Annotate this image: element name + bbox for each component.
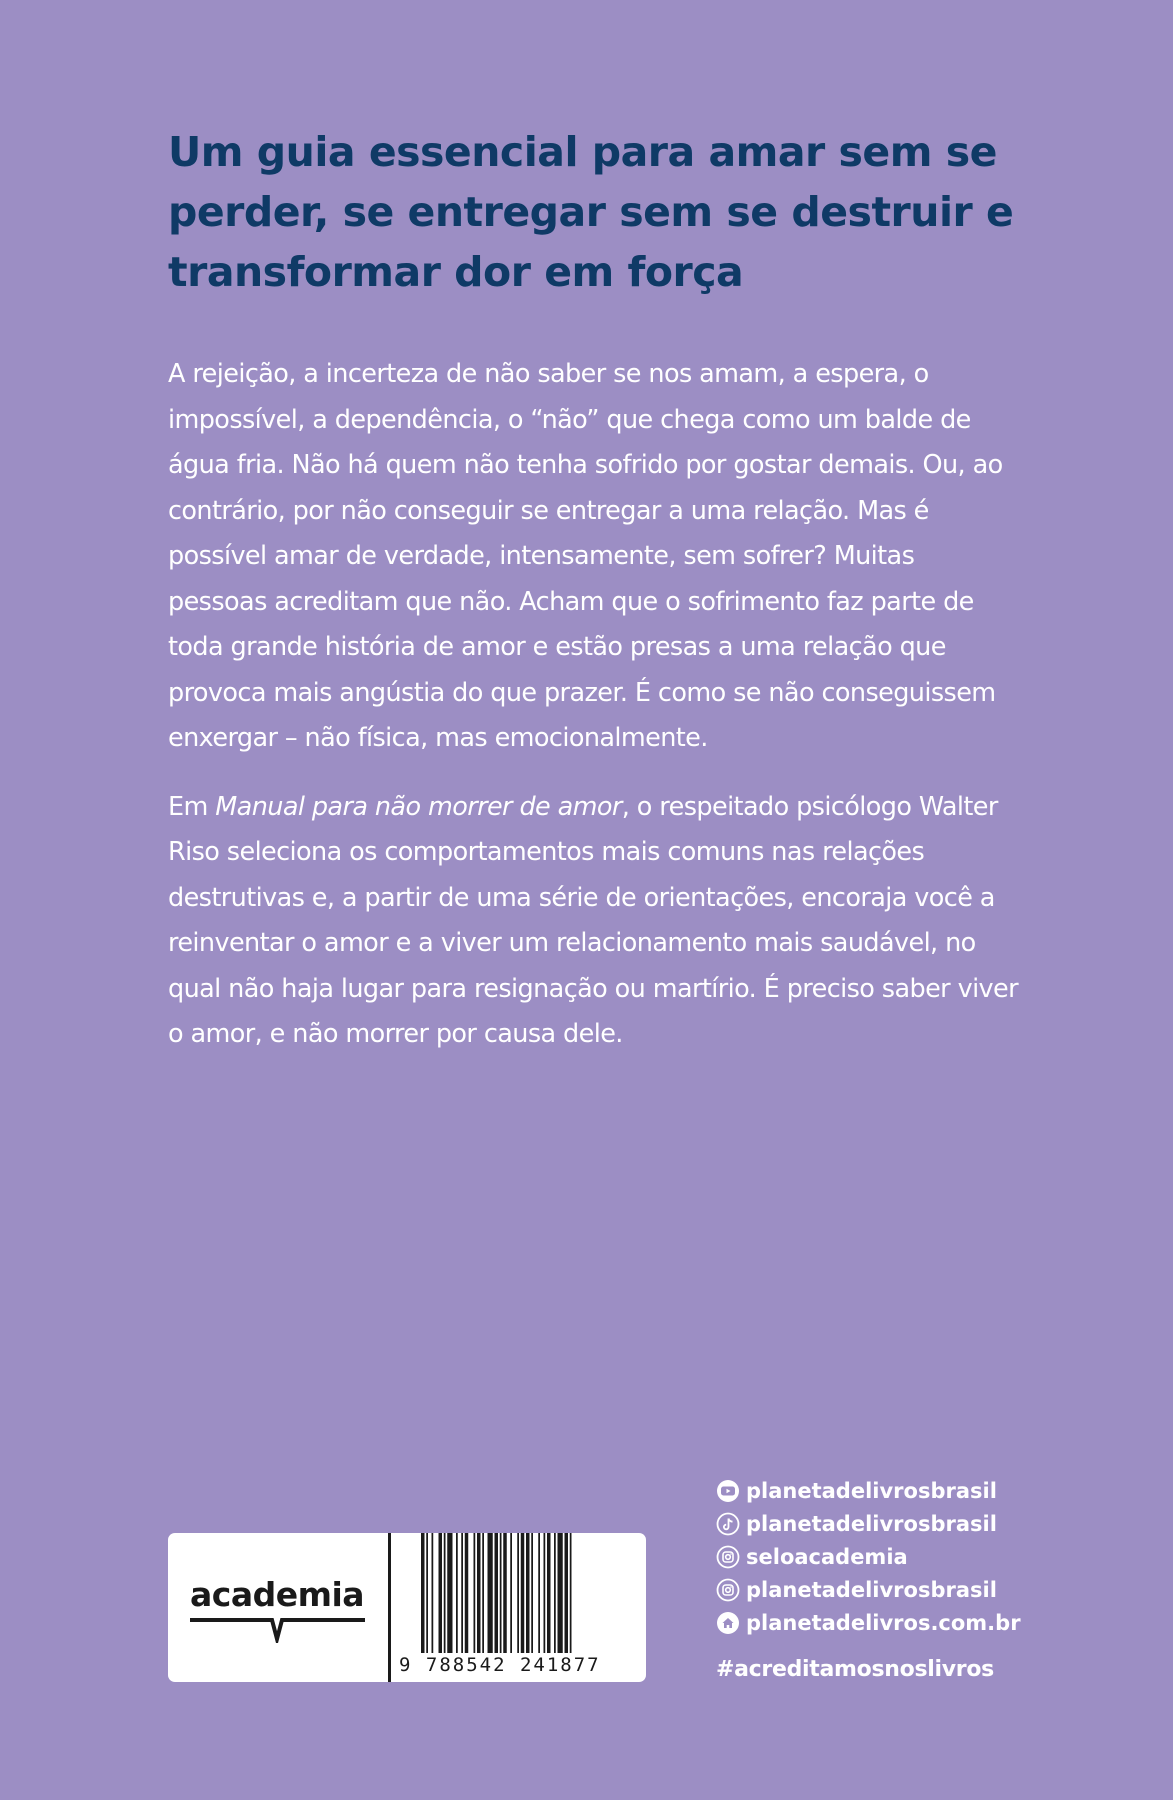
social-item-youtube[interactable] bbox=[716, 1474, 1021, 1507]
barcode-bar bbox=[544, 1533, 546, 1653]
barcode-bar bbox=[447, 1533, 452, 1653]
barcode-bar bbox=[570, 1533, 572, 1653]
publisher-barcode-panel bbox=[168, 1533, 646, 1682]
social-handle: planetadelivros.com.br bbox=[746, 1610, 1021, 1635]
barcode-bar bbox=[439, 1533, 443, 1653]
barcode-bar bbox=[531, 1533, 533, 1653]
barcode-bar bbox=[565, 1533, 569, 1653]
social-item-instagram-selo[interactable] bbox=[716, 1540, 1021, 1573]
synopsis-paragraph-1: A rejeição, a incerteza de não saber se nos amam, a espera, o impossível, a dependência, o “não” que chega como um balde de água fria. Não há quem não tenha sofrido por gostar demais. Ou, ao contrário, por não conseguir se entregar a uma relação. Mas é possível amar de verdade, intensamente, sem sofrer? Muitas pessoas acreditam que não. Acham que o sofrimento faz parte de toda grande história de amor e estão presas a uma relação que provoca mais angústia do que prazer. É como se não conseguissem enxergar – não física, mas emocionalmente. bbox=[168, 359, 1003, 753]
publisher-logo-text: academia bbox=[190, 1575, 365, 1614]
headline: Um guia essencial para amar sem se perder, se entregar sem se destruir e transformar dor em força bbox=[168, 128, 1014, 296]
paragraph-2-rest: , o respeitado psicólogo Walter Riso seleciona os comportamentos mais comuns nas relações destrutivas e, a partir de uma série de orientações, encoraja você a reinventar o amor e a viver um relacionamento mais saudável, no qual não haja lugar para resignação ou martírio. É preciso saber viver o amor, e não morrer por causa dele. bbox=[168, 791, 1019, 1049]
barcode-bar bbox=[558, 1533, 563, 1653]
barcode-bar bbox=[503, 1533, 507, 1653]
social-item-tiktok[interactable] bbox=[716, 1507, 1021, 1540]
barcode-bar bbox=[456, 1533, 458, 1653]
barcode-bar bbox=[526, 1533, 530, 1653]
barcode-bar bbox=[488, 1533, 493, 1653]
barcode-bar bbox=[521, 1533, 525, 1653]
home-icon bbox=[716, 1611, 740, 1635]
barcode-bar bbox=[482, 1533, 484, 1653]
instagram-icon bbox=[716, 1545, 740, 1569]
barcode-bar bbox=[538, 1533, 540, 1653]
barcode-bar bbox=[421, 1533, 425, 1653]
barcode-bar bbox=[500, 1533, 502, 1653]
barcode-bar bbox=[510, 1533, 512, 1653]
social-item-instagram-planeta[interactable] bbox=[716, 1573, 1021, 1606]
open-book-icon bbox=[190, 1617, 365, 1643]
social-item-website[interactable] bbox=[716, 1606, 1021, 1639]
barcode-bar bbox=[474, 1533, 476, 1653]
book-title: Manual para não morrer de amor bbox=[215, 791, 622, 822]
social-links bbox=[716, 1474, 1021, 1639]
isbn-number: 9 788542 241877 bbox=[399, 1654, 601, 1676]
social-handle: planetadelivrosbrasil bbox=[746, 1478, 997, 1503]
hashtag: #acreditamosnoslivros bbox=[716, 1657, 994, 1682]
barcode-bar bbox=[444, 1533, 446, 1653]
social-handle: planetadelivrosbrasil bbox=[746, 1511, 997, 1536]
social-handle: planetadelivrosbrasil bbox=[746, 1577, 997, 1602]
synopsis bbox=[168, 352, 1018, 1081]
youtube-icon bbox=[716, 1479, 740, 1503]
barcode-bar bbox=[426, 1533, 428, 1653]
instagram-icon bbox=[716, 1578, 740, 1602]
barcode-bar bbox=[554, 1533, 556, 1653]
barcode-bar bbox=[495, 1533, 499, 1653]
barcode-bar bbox=[547, 1533, 551, 1653]
synopsis-paragraph-2 bbox=[168, 785, 1018, 1058]
social-handle: seloacademia bbox=[746, 1544, 908, 1569]
publisher-logo bbox=[168, 1533, 391, 1682]
paragraph-2-lead: Em bbox=[168, 791, 216, 822]
barcode-bar bbox=[477, 1533, 481, 1653]
tiktok-icon bbox=[716, 1512, 740, 1536]
barcode-bar bbox=[465, 1533, 469, 1653]
barcode-bar bbox=[461, 1533, 463, 1653]
barcode-bars bbox=[421, 1533, 621, 1653]
barcode-bar bbox=[517, 1533, 519, 1653]
isbn-barcode bbox=[391, 1533, 646, 1682]
barcode-bar bbox=[432, 1533, 434, 1653]
